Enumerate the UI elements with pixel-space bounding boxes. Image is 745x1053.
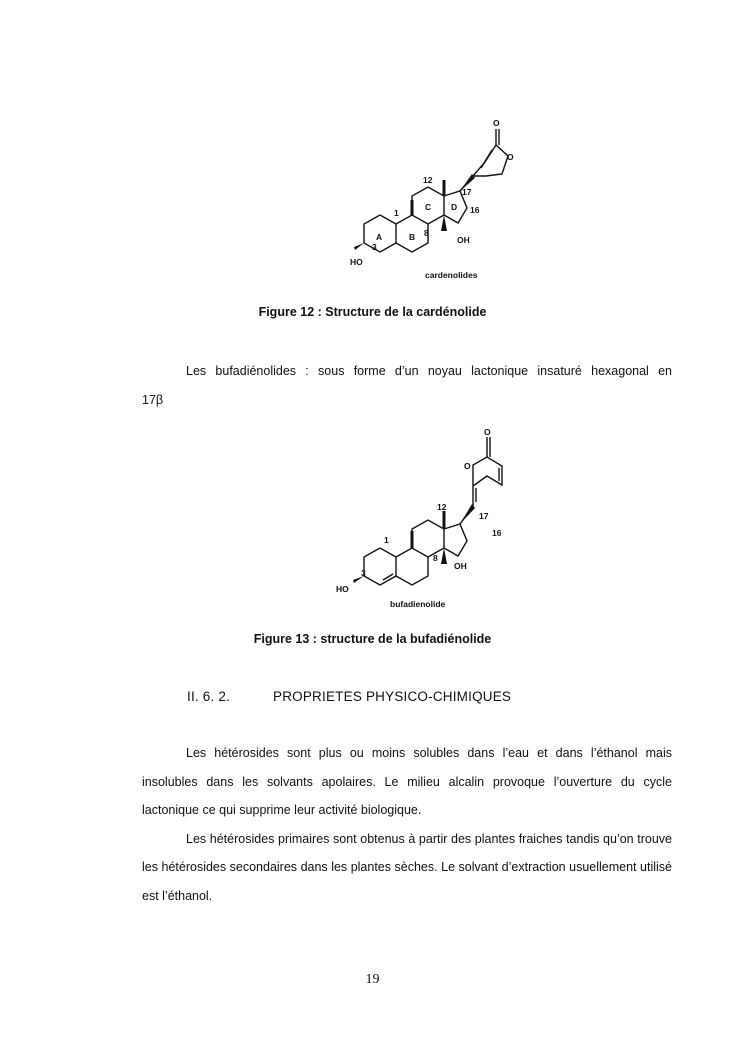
fig12-label-3: 3 <box>372 242 377 252</box>
fig13-label-16: 16 <box>492 528 502 538</box>
section-number: II. 6. 2. <box>187 689 231 704</box>
fig13-label-o-ring: O <box>464 461 471 471</box>
fig12-label-16: 16 <box>470 205 480 215</box>
fig13-label-3: 3 <box>361 568 366 578</box>
fig13-label-8: 8 <box>433 553 438 563</box>
fig13-label-o-top: O <box>484 427 491 437</box>
fig12-label-17: 17 <box>462 187 472 197</box>
fig12-label-o-ring: O <box>507 152 514 162</box>
fig13-label-12: 12 <box>437 502 447 512</box>
fig13-compound-name: bufadienolide <box>390 599 446 609</box>
fig13-label-17: 17 <box>479 511 489 521</box>
fig12-label-ho: HO <box>350 257 363 267</box>
fig12-label-ring-b: B <box>409 232 416 242</box>
fig12-label-12: 12 <box>423 175 433 185</box>
fig13-label-oh: OH <box>454 561 467 571</box>
fig12-label-ring-a: A <box>376 232 383 242</box>
figure-12-structure <box>340 110 540 285</box>
bufadienolide-line-1: Les bufadiénolides : sous forme d’un noyau lactonique insaturé hexagonal en <box>186 364 672 378</box>
fig12-label-8: 8 <box>424 228 429 238</box>
bufadienolide-paragraph <box>142 357 672 414</box>
fig13-label-1: 1 <box>384 535 389 545</box>
figure-13-caption: Figure 13 : structure de la bufadiénolide <box>253 632 492 646</box>
fig13-label-ho: HO <box>336 584 349 594</box>
fig12-label-oh: OH <box>457 235 470 245</box>
fig12-label-1: 1 <box>394 208 399 218</box>
body-paragraph-2: Les hétérosides primaires sont obtenus à partir des plantes fraiches tandis qu’on trouve les hétérosides secondaires dans les plantes sèches. Le solvant d’extraction usuellement utilisé est l’éthanol. <box>142 831 672 903</box>
body-text <box>142 739 672 910</box>
page-number: 19 <box>365 972 380 987</box>
section-title: PROPRIETES PHYSICO-CHIMIQUES <box>273 689 512 704</box>
figure-13-structure <box>330 423 530 613</box>
body-paragraph-1: Les hétérosides sont plus ou moins solubles dans l’eau et dans l’éthanol mais insolubles dans les solvants apolaires. Le milieu alcalin provoque l’ouverture du cycle lactonique ce qui supprime leur activité biologique. <box>142 746 672 817</box>
bufadienolide-line-2: 17β <box>142 392 164 407</box>
figure-12-caption: Figure 12 : Structure de la cardénolide <box>258 305 487 319</box>
section-heading <box>187 689 511 704</box>
fig12-label-ring-c: C <box>425 202 432 212</box>
fig12-label-o-top: O <box>493 118 500 128</box>
fig12-compound-name: cardenolides <box>425 270 478 280</box>
fig12-label-ring-d: D <box>451 202 458 212</box>
